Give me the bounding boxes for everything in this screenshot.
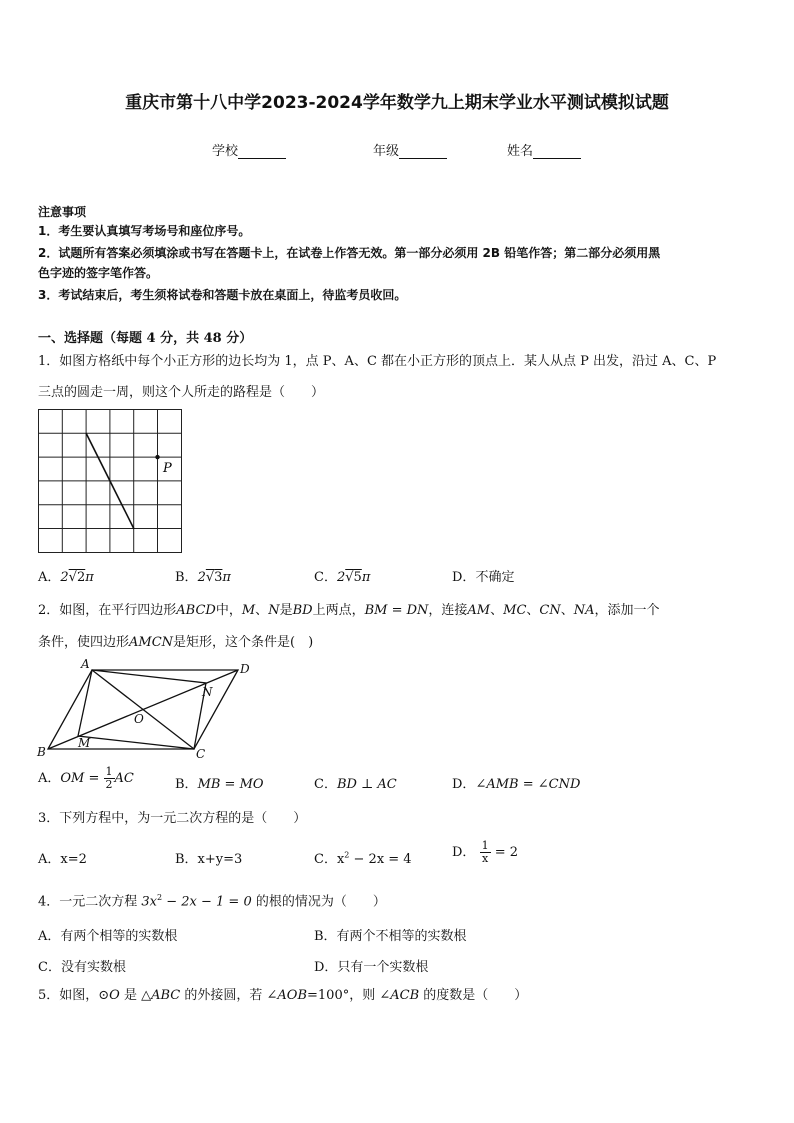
q3-option-d[interactable]: D． $\frac{1}{x}$ = 2: [452, 839, 519, 865]
note-item: 2．试题所有答案必须填涂或书写在答题卡上，在试卷上作答无效。第一部分必须用 2B 铅笔作答；第二部分必须用黑: [38, 246, 661, 260]
grid-figure: [38, 409, 188, 555]
point-p-label: P: [163, 461, 172, 476]
school-field[interactable]: [212, 140, 286, 159]
label-o: O: [134, 712, 144, 726]
q4-option-a[interactable]: A．有两个相等的实数根: [38, 929, 178, 944]
question-2-line-2: 条件，使四边形AMCN是矩形，这个条件是( ): [38, 635, 314, 650]
parallelogram-figure: [34, 657, 264, 761]
note-item: 色字迹的签字笔作答。: [38, 266, 159, 280]
q4-option-d[interactable]: D．只有一个实数根: [314, 960, 429, 975]
q2-option-a[interactable]: A．OM = $\frac{1}{2}$ AC: [38, 765, 134, 791]
school-label: 学校: [212, 144, 239, 159]
label-m: M: [78, 736, 91, 750]
q3-option-a[interactable]: A．x=2: [38, 852, 87, 867]
grade-blank[interactable]: [399, 144, 447, 159]
question-3-stem: 3．下列方程中，为一元二次方程的是（ ）: [38, 811, 307, 826]
q1-option-d[interactable]: D．不确定: [452, 570, 515, 585]
notes-heading: 注意事项: [38, 205, 87, 219]
name-field[interactable]: [507, 140, 581, 159]
q2-option-b[interactable]: B．MB = MO: [175, 777, 264, 792]
q4-option-b[interactable]: B．有两个不相等的实数根: [314, 929, 467, 944]
label-c: C: [196, 747, 206, 761]
note-item: 3．考试结束后，考生须将试卷和答题卡放在桌面上，待监考员收回。: [38, 288, 407, 302]
name-label: 姓名: [507, 144, 534, 159]
label-b: B: [37, 745, 46, 759]
q4-option-c[interactable]: C．没有实数根: [38, 960, 126, 975]
label-n: N: [202, 685, 213, 699]
grade-field[interactable]: [373, 140, 447, 159]
school-blank[interactable]: [238, 144, 286, 159]
q1-option-b[interactable]: B．2√3π: [175, 570, 231, 585]
question-2-line-1: 2．如图，在平行四边形ABCD中，M、N是BD上两点，BM = DN，连接AM、MC、CN、NA，添加一个: [38, 603, 660, 618]
name-blank[interactable]: [533, 144, 581, 159]
note-item: 1．考生要认真填写考场号和座位序号。: [38, 224, 251, 238]
diagonal-ac: [92, 670, 194, 749]
q3-option-b[interactable]: B．x+y=3: [175, 852, 243, 867]
question-4-stem: 4．一元二次方程 $3x^2 - 2x - 1 = 0$ 的根的情况为（ ）: [38, 893, 386, 910]
label-a: A: [81, 657, 90, 671]
question-1-line-1: 1．如图方格纸中每个小正方形的边长均为 1，点 P、A、C 都在小正方形的顶点上．某人从点 P 出发，沿过 A、C、P: [38, 354, 717, 369]
question-1-line-2: 三点的圆走一周，则这个人所走的路程是（ ）: [38, 385, 325, 400]
point-p: [155, 455, 159, 459]
q1-option-c[interactable]: C．2√5π: [314, 570, 371, 585]
section-heading: 一、选择题（每题 4 分，共 48 分）: [38, 331, 253, 346]
question-5-stem: 5．如图，⊙O 是 △ABC 的外接圆，若 ∠AOB=100°，则 ∠ACB 的度数是（ ）: [38, 988, 528, 1003]
q3-option-c[interactable]: C．$x^2 - 2x = 4$: [314, 850, 412, 867]
q2-option-d[interactable]: D．∠AMB = ∠CND: [452, 777, 581, 792]
q1-option-a[interactable]: A．2√2π: [38, 570, 94, 585]
label-d: D: [240, 662, 250, 676]
q2-option-c[interactable]: C．BD ⊥ AC: [314, 777, 397, 792]
page-title: 重庆市第十八中学2023-2024学年数学九上期末学业水平测试模拟试题: [125, 93, 669, 113]
grade-label: 年级: [373, 144, 400, 159]
